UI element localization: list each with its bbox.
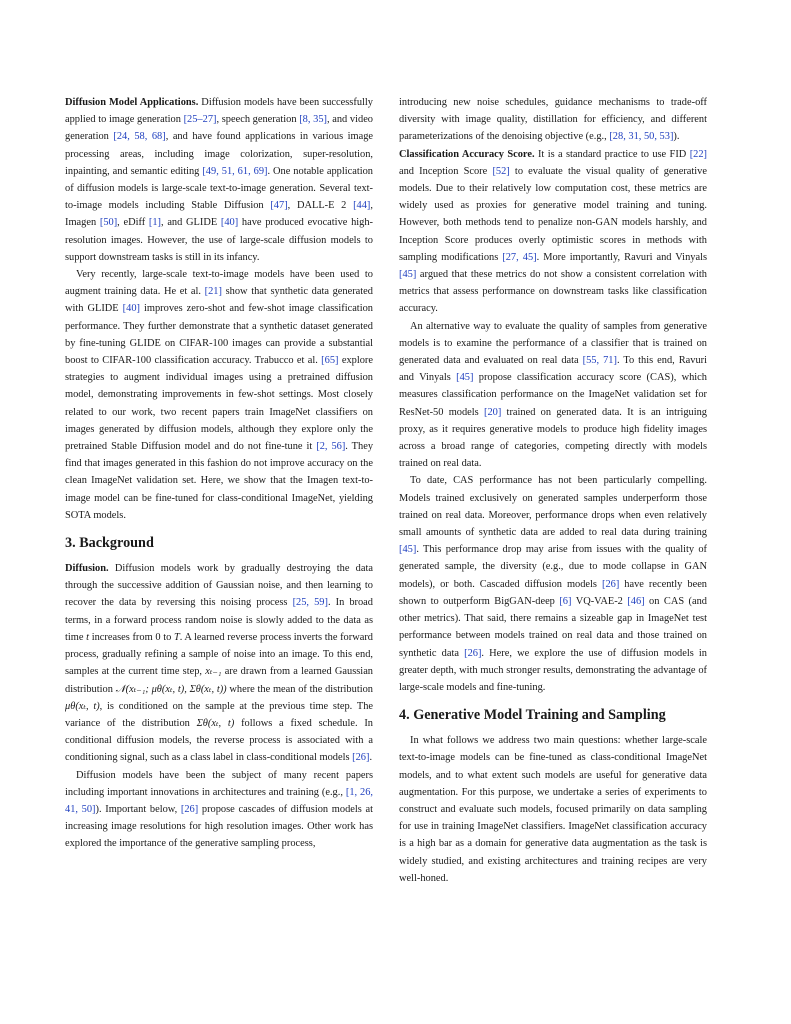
citation: [45] <box>399 544 417 556</box>
text-run: . In broad terms, in a forward process random noise is slowly added to the data as time <box>65 597 373 643</box>
citation: [40] <box>122 303 140 315</box>
citation: [20] <box>483 406 502 418</box>
text-run: propose cascades of diffusion models at increasing image resolutions for high resolution images. Other work has explored the importance of the generative sampling process, <box>65 803 373 850</box>
text-run: , DALL-E 2 <box>287 200 354 212</box>
text-run: , Imagen <box>65 200 373 229</box>
text-run: VQ-VAE-2 <box>571 595 628 607</box>
text-run: introducing new noise schedules, guidance mechanisms to trade-off diversity with image quality, distillation for efficiency, and different parameterizations of the denoising objective (e.g., <box>399 97 707 143</box>
left-column <box>65 94 373 853</box>
right-column <box>399 94 707 887</box>
text-run: show that synthetic data generated with GLIDE <box>65 286 373 315</box>
citation: [28, 31, 50, 53] <box>609 131 674 143</box>
text-run: Diffusion models work by gradually destroying the data through the successive addition of Gaussian noise, and then learning to recover the data by reversing this noising process <box>65 563 373 609</box>
text-run: are drawn from a learned Gaussian distribution <box>65 666 374 695</box>
paragraph-main-questions <box>399 732 707 887</box>
text-run: propose classification accuracy score (CAS), which measures classification performance on the ImageNet validation set for ResNet-50 models <box>399 372 707 418</box>
citation: [26] <box>464 647 482 659</box>
citation: [6] <box>559 595 572 607</box>
paragraph-diffusion-model-applications <box>65 94 373 266</box>
citation: [46] <box>627 595 645 607</box>
citation: [8, 35] <box>299 114 327 126</box>
text-run: An alternative way to evaluate the quality of samples from generative models is to examine the performance of a classifier that is trained on generated data and evaluated on real data <box>399 320 707 367</box>
text-run: increases from 0 to <box>89 631 174 643</box>
citation: [24, 58, 68] <box>113 131 166 143</box>
text-run: improves zero-shot and few-shot image classification performance. They further demonstrate that a synthetic dataset generated by fine-tuning GLIDE on CIFAR-100 images can provide a substantial boost to CIFAR-100 classification accuracy. Trabucco et al. <box>65 303 373 367</box>
text-run: , and GLIDE <box>161 217 221 229</box>
text-run: have recently been shown to outperform BigGAN-deep <box>399 578 707 607</box>
paragraph-diffusion <box>65 560 373 766</box>
citation: [65] <box>321 355 339 367</box>
math-expression: Σθ(xₜ, t) <box>196 717 235 729</box>
text-run: . A learned reverse process inverts the forward process, gradually refining a sample of noise into an image. To this end, samples at the current time step, <box>65 631 373 678</box>
paragraph-augment-training-data <box>65 266 373 524</box>
text-run: Diffusion models have been successfully applied to image generation <box>65 97 373 126</box>
math-expression: t <box>86 631 90 643</box>
text-run: . To this end, Ravuri and Vinyals <box>399 355 708 384</box>
text-run: trained on generated data. It is an intriguing proxy, as it requires generative models to produce high fidelity images across a broad range of categories, competing directly with models trained on real data. <box>399 406 707 470</box>
text-run: To date, CAS performance has not been particularly compelling. Models trained exclusively on generated samples underperform those trained on real data. Moreover, performance drops when even relatively small amounts of synthetic data are added to real data during training <box>399 475 707 539</box>
text-run: argued that these metrics do not show a consistent correlation with metrics that assess performance on downstream tasks like classification accuracy. <box>399 269 707 315</box>
text-run: , eDiff <box>117 217 149 229</box>
text-run: explore strategies to augment individual images using a pretrained diffusion model, demonstrating improvements in few-shot settings. Most closely related to our work, two recent papers train ImageNet classifiers on images generated by diffusion models, although they explore only the pretrained Stable Diffusion model and do not fine-tune it <box>65 355 373 453</box>
paragraph-alternative-evaluation <box>399 318 707 473</box>
citation: [52] <box>492 165 510 177</box>
text-run: ). <box>673 131 680 143</box>
text-run: Very recently, large-scale text-to-image models have been used to augment training data. He et al. <box>65 269 373 298</box>
text-run: follows a fixed schedule. In conditional diffusion models, the reverse process is associated with a conditioning signal, such as a class label in class-conditional models <box>65 717 373 764</box>
text-run: . One notable application of diffusion models is large-scale text-to-image generation. Several text-to-image models including Stable Diffusion <box>65 165 373 212</box>
run-in-heading: Diffusion Model Applications. <box>65 97 199 108</box>
paragraph-classification-accuracy-score <box>399 146 707 318</box>
math-expression: μθ(xₜ, t) <box>65 700 100 712</box>
citation: [45] <box>456 372 474 384</box>
text-run: In what follows we address two main questions: whether large-scale text-to-image models can be fine-tuned as class-conditional ImageNet models, and to what extent such models are useful for generative data augmentation. For this purpose, we undertake a series of experiments to construct and evaluate such models, focused primarily on data sampling for use in training ImageNet classifiers. ImageNet classification accuracy is a high bar as a domain for generative data augmentation as the task is widely studied, and existing architectures and training recipes are very well-honed. <box>399 735 707 884</box>
citation: [47] <box>270 200 288 212</box>
text-run: Diffusion models have been the subject of many recent papers including important innovations in architectures and training (e.g., <box>65 769 373 798</box>
text-run: , and video generation <box>65 114 374 143</box>
citation: [2, 56] <box>316 441 346 453</box>
text-run: to evaluate the visual quality of generative models. Due to their relatively low computation cost, these metrics are widely used as proxies for generative model training and tuning. However, both methods tend to penalize non-GAN models harshly, and Inception Score produces overly optimistic scores in methods with sampling modifications <box>399 165 707 263</box>
paragraph-recent-papers <box>65 767 373 853</box>
citation: [49, 51, 61, 69] <box>202 165 268 177</box>
text-run: . <box>369 752 373 764</box>
citation: [44] <box>353 200 371 212</box>
run-in-heading: Diffusion. <box>65 563 109 575</box>
citation: [26] <box>601 578 620 590</box>
citation: [21] <box>204 286 222 298</box>
text-run: It is a standard practice to use FID <box>534 148 690 160</box>
math-expression: T <box>173 631 180 643</box>
text-run: . Here, we explore the use of diffusion models in greater depth, with much stronger results, demonstrating the advantage of large-scale models and fine-tuning. <box>399 647 707 693</box>
citation: [55, 71] <box>582 355 617 367</box>
citation: [27, 45] <box>502 251 537 263</box>
math-expression: xₜ₋₁ <box>205 666 222 678</box>
text-run: and Inception Score <box>399 165 493 177</box>
citation: [1, 26, 41, 50] <box>65 786 373 815</box>
citation: [26] <box>352 752 370 764</box>
citation: [22] <box>689 148 707 160</box>
citation: [26] <box>180 803 199 815</box>
citation: [45] <box>399 269 417 281</box>
citation: [1] <box>148 217 162 229</box>
section-title-background: 3. Background <box>65 535 154 552</box>
text-run: ). Important below, <box>95 803 181 815</box>
text-run: where the mean of the distribution <box>226 683 373 695</box>
paragraph-cas-performance <box>399 472 707 696</box>
citation: [25–27] <box>183 114 217 126</box>
citation: [40] <box>220 217 239 229</box>
math-expression: 𝒩(xₜ₋₁; μθ(xₜ, t), Σθ(xₜ, t)) <box>115 683 227 695</box>
text-run: . More importantly, Ravuri and Vinyals <box>536 251 707 263</box>
text-run: , is conditioned on the sample at the previous time step. The variance of the distribution <box>65 700 373 729</box>
text-run: have produced evocative high-resolution images. However, the use of large-scale diffusion models to support downstream tasks is still in its infancy. <box>65 217 374 263</box>
text-run: on CAS (and other metrics). That said, there remains a sizeable gap in ImageNet test performance between models trained on real data and those trained on synthetic data <box>399 595 707 659</box>
paragraph-continued <box>399 94 707 146</box>
run-in-heading: Classification Accuracy Score. <box>399 148 535 160</box>
citation: [25, 59] <box>292 597 328 609</box>
section-title-generative-model-training: 4. Generative Model Training and Sampling <box>399 707 666 724</box>
citation: [50] <box>99 217 118 229</box>
text-run: , and have found applications in various image processing areas, including image colorization, super-resolution, inpainting, and semantic editing <box>65 131 374 177</box>
text-run: , speech generation <box>216 114 300 126</box>
text-run: . They find that images generated in this fashion do not improve accuracy on the clean ImageNet validation set. Here, we show that the Imagen text-to-image model can be fine-tuned for class-conditional ImageNet, yielding SOTA models. <box>65 441 374 521</box>
text-run: . This performance drop may arise from issues with the quality of generated sample, the diversity (e.g., due to mode collapse in GAN models), or both. Cascaded diffusion models <box>399 544 707 590</box>
